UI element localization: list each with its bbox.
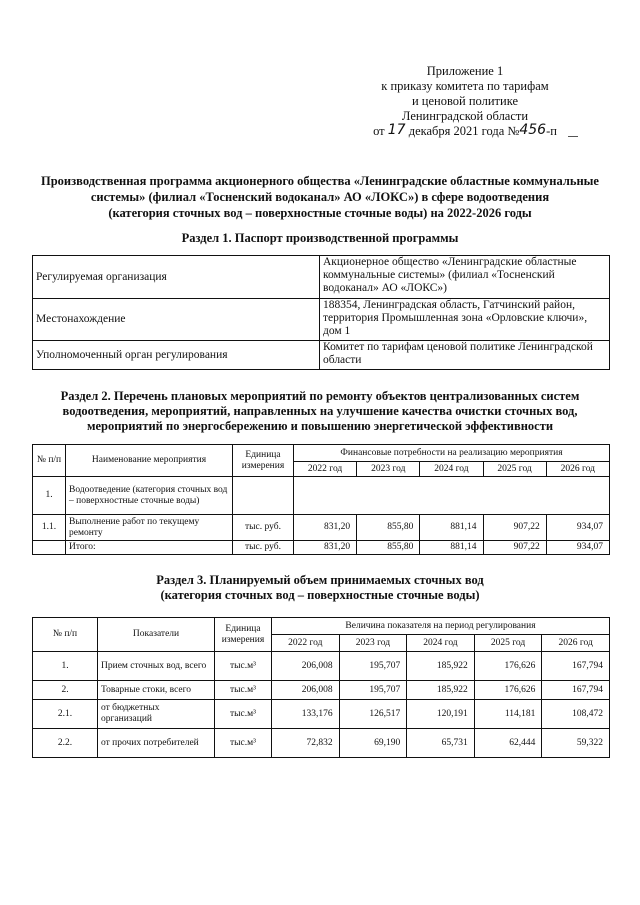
section2-title-line: мероприятий по энергосбережению и повышению энергетической эффективности — [86, 419, 554, 433]
col-header-num: № п/п — [33, 618, 98, 652]
appendix-line: к приказу комитета по тарифам — [381, 79, 549, 93]
value-cell: 195,707 — [339, 652, 407, 681]
row-num: 1.1. — [33, 515, 66, 541]
appendix-line: Приложение 1 — [426, 64, 504, 78]
value-cell: 907,22 — [483, 541, 546, 555]
value-cell: 126,517 — [339, 700, 407, 729]
value-cell: 108,472 — [542, 700, 610, 729]
year-header: 2023 год — [357, 462, 420, 477]
value-cell: 855,80 — [357, 541, 420, 555]
row-name: Выполнение работ по текущему ремонту — [66, 515, 233, 541]
row-unit: тыс.м³ — [215, 700, 272, 729]
col-header-num: № п/п — [33, 445, 66, 477]
section3-title-line: (категория сточных вод – поверхностные сточные воды) — [160, 588, 480, 602]
col-header-finance: Финансовые потребности на реализацию мероприятия — [294, 445, 610, 462]
value-cell: 855,80 — [357, 515, 420, 541]
row-unit: тыс.м³ — [215, 681, 272, 700]
passport-value: Акционерное общество «Ленинградские областные коммунальные системы» (филиал «Тосненский водоканал» АО «ЛОКС») — [320, 256, 610, 299]
col-header-name: Показатели — [98, 618, 215, 652]
row-empty-values — [294, 477, 610, 515]
value-cell: 195,707 — [339, 681, 407, 700]
section2-title-line: водоотведения, мероприятий, направленных на улучшение качества очистки сточных вод, — [62, 404, 578, 418]
date-text: декабря 2021 года № — [408, 124, 520, 138]
wastewater-volume-table — [32, 617, 610, 758]
section3-title-line: Раздел 3. Планируемый объем принимаемых сточных вод — [156, 573, 484, 587]
row-name: от бюджетных организаций — [98, 700, 215, 729]
passport-table — [32, 255, 610, 370]
passport-key: Регулируемая организация — [33, 256, 320, 299]
value-cell: 185,922 — [407, 681, 475, 700]
col-header-unit: Единица измерения — [233, 445, 294, 477]
value-cell: 133,176 — [272, 700, 340, 729]
value-cell: 934,07 — [546, 541, 609, 555]
handwritten-day: 17 — [387, 122, 406, 138]
title-line: (категория сточных вод – поверхностные сточные воды) на 2022-2026 годы — [108, 206, 532, 220]
value-cell: 881,14 — [420, 515, 483, 541]
measures-table — [32, 444, 610, 555]
value-cell: 831,20 — [294, 541, 357, 555]
col-header-period: Величина показателя на период регулирования — [272, 618, 610, 635]
title-line: системы» (филиал «Тосненский водоканал» АО «ЛОКС») в сфере водоотведения — [90, 190, 550, 204]
total-row — [33, 541, 610, 555]
year-header: 2022 год — [272, 635, 340, 652]
value-cell: 831,20 — [294, 515, 357, 541]
table-row — [33, 477, 610, 515]
pen-mark — [568, 136, 578, 137]
row-num: 2.1. — [33, 700, 98, 729]
value-cell: 206,008 — [272, 652, 340, 681]
value-cell: 69,190 — [339, 729, 407, 758]
table-row — [33, 729, 610, 758]
year-header: 2024 год — [407, 635, 475, 652]
value-cell: 176,626 — [474, 652, 542, 681]
value-cell: 167,794 — [542, 652, 610, 681]
section2-title — [30, 389, 610, 434]
table-row — [33, 256, 610, 299]
handwritten-order-number: 456 — [519, 122, 547, 138]
table-row — [33, 681, 610, 700]
row-name: Прием сточных вод, всего — [98, 652, 215, 681]
value-cell: 167,794 — [542, 681, 610, 700]
document-title — [30, 173, 610, 221]
row-num: 2.2. — [33, 729, 98, 758]
order-date-line — [360, 124, 570, 139]
year-header: 2023 год — [339, 635, 407, 652]
row-unit: тыс. руб. — [233, 541, 294, 555]
year-header: 2022 год — [294, 462, 357, 477]
col-header-unit: Единица измерения — [215, 618, 272, 652]
year-header: 2025 год — [483, 462, 546, 477]
table-row — [33, 299, 610, 341]
year-header: 2024 год — [420, 462, 483, 477]
value-cell: 881,14 — [420, 541, 483, 555]
section3-title — [30, 573, 610, 603]
table-row — [33, 515, 610, 541]
row-num: 2. — [33, 681, 98, 700]
appendix-line: и ценовой политике — [411, 94, 519, 108]
table-row — [33, 652, 610, 681]
row-name: Итого: — [66, 541, 233, 555]
value-cell: 114,181 — [474, 700, 542, 729]
table-row — [33, 700, 610, 729]
value-cell: 59,322 — [542, 729, 610, 758]
row-name: от прочих потребителей — [98, 729, 215, 758]
year-header: 2025 год — [474, 635, 542, 652]
row-num — [33, 541, 66, 555]
year-header: 2026 год — [542, 635, 610, 652]
value-cell: 65,731 — [407, 729, 475, 758]
table-row — [33, 341, 610, 370]
passport-value: Комитет по тарифам ценовой политике Ленинградской области — [320, 341, 610, 370]
value-cell: 206,008 — [272, 681, 340, 700]
row-unit: тыс.м³ — [215, 652, 272, 681]
value-cell: 934,07 — [546, 515, 609, 541]
order-suffix: -п — [546, 124, 557, 138]
section1-title: Раздел 1. Паспорт производственной программы — [181, 231, 459, 245]
value-cell: 72,832 — [272, 729, 340, 758]
row-name: Товарные стоки, всего — [98, 681, 215, 700]
value-cell: 62,444 — [474, 729, 542, 758]
row-num: 1. — [33, 477, 66, 515]
col-header-name: Наименование мероприятия — [66, 445, 233, 477]
passport-value: 188354, Ленинградская область, Гатчинский район, территория Промышленная зона «Орловские ключи», дом 1 — [320, 299, 610, 341]
row-name: Водоотведение (категория сточных вод – поверхностные сточные воды) — [66, 477, 233, 515]
date-prefix: от — [373, 124, 385, 138]
appendix-header — [360, 64, 570, 139]
row-unit: тыс. руб. — [233, 515, 294, 541]
title-line: Производственная программа акционерного общества «Ленинградские областные коммунальные — [41, 174, 599, 188]
value-cell: 185,922 — [407, 652, 475, 681]
section2-title-line: Раздел 2. Перечень плановых мероприятий по ремонту объектов централизованных систем — [60, 389, 580, 403]
row-num: 1. — [33, 652, 98, 681]
year-header: 2026 год — [546, 462, 609, 477]
header-row — [33, 445, 610, 462]
row-unit — [233, 477, 294, 515]
header-row — [33, 618, 610, 635]
value-cell: 120,191 — [407, 700, 475, 729]
passport-key: Уполномоченный орган регулирования — [33, 341, 320, 370]
value-cell: 907,22 — [483, 515, 546, 541]
value-cell: 176,626 — [474, 681, 542, 700]
appendix-line: Ленинградской области — [401, 109, 529, 123]
passport-key: Местонахождение — [33, 299, 320, 341]
row-unit: тыс.м³ — [215, 729, 272, 758]
